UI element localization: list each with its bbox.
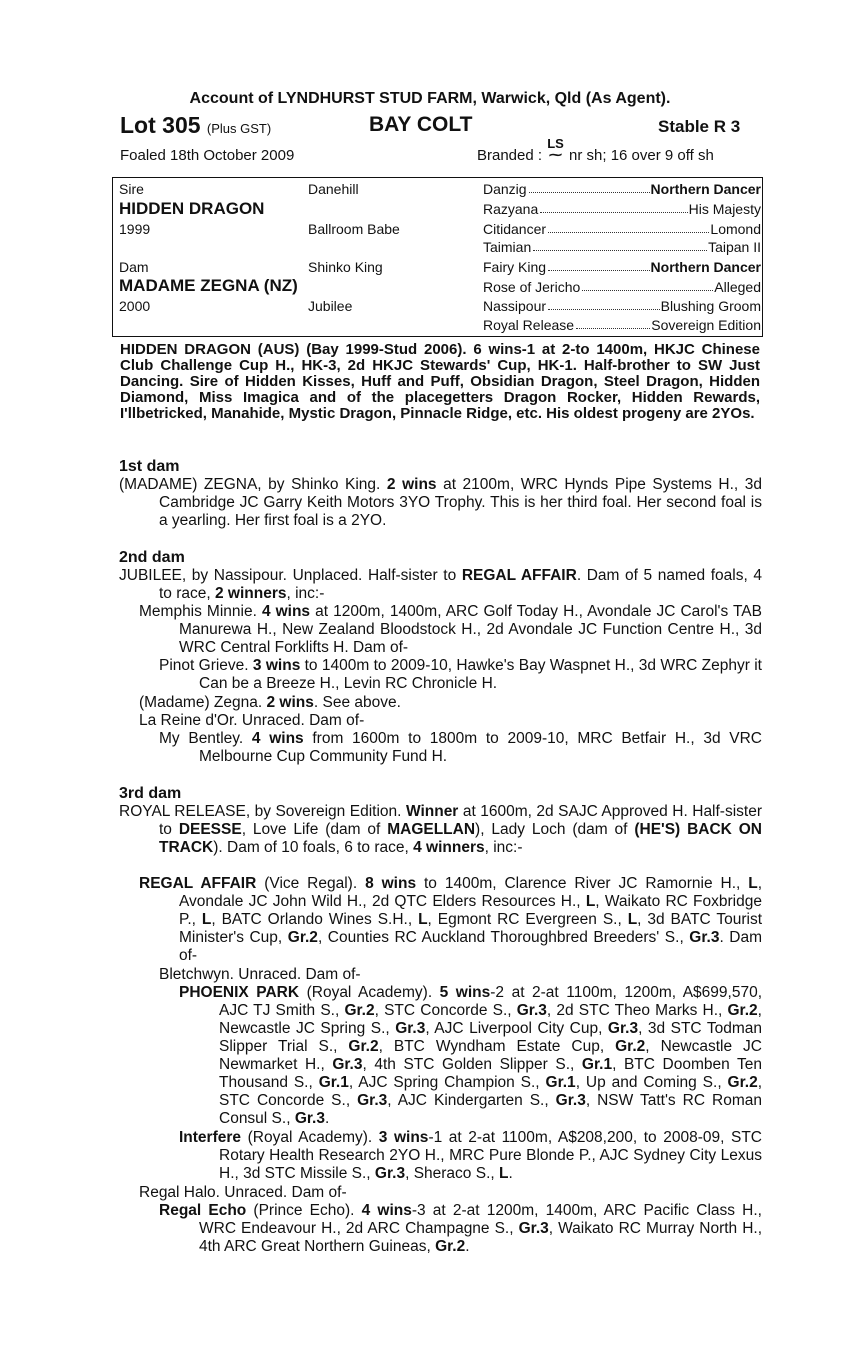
text-run: Bletchwyn. Unraced. Dam of- bbox=[159, 966, 361, 983]
text-run: Pinot Grieve. bbox=[159, 657, 253, 674]
bold-text: 4 winners bbox=[413, 839, 485, 856]
sire-sire: Danehill bbox=[308, 181, 359, 197]
bold-text: L bbox=[748, 875, 758, 892]
sire-label: Sire bbox=[119, 181, 144, 197]
progeny-entry bbox=[159, 1202, 763, 1256]
dot-leader bbox=[533, 239, 707, 251]
third-dam-heading: 3rd dam bbox=[119, 785, 182, 802]
text-run: , Newcastle JC Spring S., bbox=[219, 1002, 762, 1037]
text-run: to 1400m, Clarence River JC Ramornie H., bbox=[416, 875, 749, 892]
progeny-entry bbox=[179, 984, 763, 1128]
text-run: (MADAME) ZEGNA, by Shinko King. bbox=[119, 476, 387, 493]
bold-text: 4 wins bbox=[251, 730, 304, 747]
dam-dam: Jubilee bbox=[308, 298, 353, 314]
bold-text: Gr.2 bbox=[727, 1002, 758, 1019]
bold-text: Gr.3 bbox=[555, 1092, 586, 1109]
first-dam-paragraph bbox=[119, 476, 762, 530]
ancestor-name: Razyana bbox=[483, 201, 539, 217]
brand-mark-letters: LS bbox=[547, 136, 564, 151]
foaled-date: Foaled 18th October 2009 bbox=[120, 147, 295, 164]
bold-text: Gr.2 bbox=[344, 1002, 375, 1019]
bold-text: DEESSE bbox=[178, 821, 242, 838]
ancestor-row bbox=[483, 239, 761, 255]
text-run: , STC Concorde S., bbox=[374, 1002, 517, 1019]
dam-sire: Shinko King bbox=[308, 259, 383, 275]
brand-mark bbox=[547, 138, 564, 160]
text-run: . See above. bbox=[313, 694, 401, 711]
text-run: , Waikato RC Foxbridge P., bbox=[179, 893, 762, 928]
lot-number bbox=[120, 112, 271, 139]
bold-text: PHOENIX PARK bbox=[179, 984, 300, 1001]
account-line: Account of LYNDHURST STUD FARM, Warwick, Qld (As Agent). bbox=[189, 90, 671, 107]
text-run: JUBILEE, by Nassipour. Unplaced. Half-sister to bbox=[119, 567, 462, 584]
bold-text: Gr.3 bbox=[518, 1220, 549, 1237]
ancestor-name: Rose of Jericho bbox=[483, 279, 581, 295]
text-run: , Waikato RC Murray North H., 4th ARC Great Northern Guineas, bbox=[199, 1220, 763, 1255]
ancestor-name: Nassipour bbox=[483, 298, 547, 314]
text-run: Memphis Minnie. bbox=[139, 603, 262, 620]
progeny-entry bbox=[139, 712, 762, 730]
text-run: (Royal Academy). bbox=[299, 984, 440, 1001]
text-run: . Dam of- bbox=[179, 929, 763, 964]
bold-text: Gr.3 bbox=[689, 929, 720, 946]
text-run: , STC Concorde S., bbox=[219, 1074, 763, 1109]
ancestor-sire: Blushing Groom bbox=[660, 298, 761, 314]
dot-leader bbox=[548, 221, 709, 233]
third-dam-paragraph bbox=[119, 803, 763, 857]
bold-text: Gr.1 bbox=[318, 1074, 349, 1091]
bold-text: Gr.3 bbox=[607, 1020, 639, 1037]
bold-text: 2 winners bbox=[215, 585, 287, 602]
text-run: to 1400m to 2009-10, Hawke's Bay Waspnet H., 3d WRC Zephyr it Can be a Breeze H., Levin RC Chronicle H. bbox=[199, 657, 762, 692]
text-run: at 1600m, 2d SAJC Approved H. Half-sister to bbox=[159, 803, 763, 838]
text-run: , Egmont RC Evergreen S., bbox=[427, 911, 628, 928]
progeny-entry bbox=[139, 694, 762, 712]
text-run: , 3d STC Todman Slipper Trial S., bbox=[219, 1020, 762, 1055]
ancestor-sire: Lomond bbox=[710, 221, 761, 237]
ancestor-row bbox=[483, 259, 761, 275]
bold-text: Gr.2 bbox=[727, 1074, 758, 1091]
bold-text: Winner bbox=[405, 803, 459, 820]
ancestor-sire: Taipan II bbox=[708, 239, 761, 255]
bold-text: Gr.1 bbox=[545, 1074, 576, 1091]
text-run: , 2d STC Theo Marks H., bbox=[546, 1002, 728, 1019]
progeny-entry bbox=[139, 875, 763, 965]
text-run: ). Dam of 10 foals, 6 to race, bbox=[213, 839, 414, 856]
bold-text: Gr.3 bbox=[294, 1110, 325, 1127]
text-run: , AJC Kindergarten S., bbox=[387, 1092, 556, 1109]
bold-text: L bbox=[499, 1165, 509, 1182]
text-run: La Reine d'Or. Unraced. Dam of- bbox=[139, 712, 365, 729]
bold-text: L bbox=[585, 893, 596, 910]
dot-leader bbox=[548, 298, 660, 310]
text-run: at 2100m, WRC Hynds Pipe Systems H., 3d Cambridge JC Garry Keith Motors 3YO Trophy. This is her third foal. Her second foal is a yearling. Her first foal is a 2YO. bbox=[159, 476, 762, 529]
bold-text: (HE'S) BACK ON TRACK bbox=[159, 821, 762, 856]
bold-text: 3 wins bbox=[378, 1129, 429, 1146]
text-run: , Counties RC Auckland Thoroughbred Breeders' S., bbox=[317, 929, 690, 946]
dot-leader bbox=[582, 279, 713, 291]
dam-year: 2000 bbox=[119, 298, 151, 314]
sire-dam: Ballroom Babe bbox=[308, 221, 400, 237]
ancestor-sire: Sovereign Edition bbox=[651, 317, 761, 333]
bold-text: L bbox=[627, 911, 638, 928]
dot-leader bbox=[540, 201, 687, 213]
text-run: , inc:- bbox=[484, 839, 523, 856]
ancestor-name: Citidancer bbox=[483, 221, 547, 237]
text-run: ROYAL RELEASE, by Sovereign Edition. bbox=[119, 803, 406, 820]
stable-number: Stable R 3 bbox=[658, 117, 741, 136]
text-run: , 3d BATC Tourist Minister's Cup, bbox=[179, 911, 763, 946]
dam-name: MADAME ZEGNA (NZ) bbox=[119, 276, 298, 295]
ancestor-sire: Northern Dancer bbox=[650, 181, 761, 197]
branded-details: nr sh; 16 over 9 off sh bbox=[569, 147, 714, 164]
ancestor-row bbox=[483, 181, 761, 197]
sire-name: HIDDEN DRAGON bbox=[119, 199, 265, 218]
bold-text: Gr.3 bbox=[357, 1092, 388, 1109]
progeny-entry bbox=[139, 603, 762, 657]
bold-text: REGAL AFFAIR bbox=[139, 875, 257, 892]
first-dam-heading: 1st dam bbox=[119, 458, 180, 475]
ancestor-name: Danzig bbox=[483, 181, 527, 197]
text-run: , Newcastle JC Newmarket H., bbox=[219, 1038, 762, 1073]
progeny-entry bbox=[179, 1129, 762, 1183]
bold-text: Gr.2 bbox=[435, 1238, 466, 1255]
progeny-entry bbox=[139, 1184, 762, 1202]
branded-line bbox=[477, 136, 714, 164]
text-run: , NSW Tatt's RC Roman Consul S., bbox=[219, 1092, 762, 1127]
bold-text: Regal Echo bbox=[159, 1202, 247, 1219]
bold-text: Gr.2 bbox=[348, 1038, 379, 1055]
text-run: from 1600m to 1800m to 2009-10, MRC Betfair H., 3d VRC Melbourne Cup Community Fund H. bbox=[199, 730, 762, 765]
dam-label: Dam bbox=[119, 259, 149, 275]
bold-text: 4 wins bbox=[261, 603, 311, 620]
text-run: , BATC Orlando Wines S.H., bbox=[211, 911, 419, 928]
progeny-entry bbox=[159, 966, 762, 984]
text-run: (Madame) Zegna. bbox=[139, 694, 267, 711]
bold-text: Gr.1 bbox=[581, 1056, 613, 1073]
sire-year: 1999 bbox=[119, 221, 151, 237]
bold-text: 3 wins bbox=[252, 657, 301, 674]
ancestor-sire: Alleged bbox=[714, 279, 761, 295]
text-run: My Bentley. bbox=[159, 730, 252, 747]
ancestor-name: Taimian bbox=[483, 239, 532, 255]
text-run: , Love Life (dam of bbox=[241, 821, 388, 838]
lot-label: Lot 305 bbox=[120, 112, 201, 138]
text-run: , inc:- bbox=[286, 585, 325, 602]
text-run: , Avondale JC John Wild H., 2d QTC Elders Resources H., bbox=[179, 875, 763, 910]
ancestor-sire: His Majesty bbox=[688, 201, 761, 217]
text-run: . bbox=[324, 1110, 330, 1127]
ancestor-row bbox=[483, 298, 761, 314]
ancestor-name: Royal Release bbox=[483, 317, 575, 333]
bold-text: 4 wins bbox=[361, 1202, 412, 1219]
sire-description: HIDDEN DRAGON (AUS) (Bay 1999-Stud 2006). 6 wins-1 at 2-to 1400m, HKJC Chinese Club Challenge Cup H., HK-3, 2d HKJC Stewards' Cup, HK-1. Half-brother to SW Just Dancing. Sire of Hidden Kisses, Huff and Puff, Obsidian Dragon, Steel Dragon, Hidden Diamond, Miss Imagica and of the placegetters Dragon Rocker, Hidden Rewards, I'llbetricked, Manahide, Mystic Dragon, Pinnacle Ridge, etc. His oldest progeny are 2YOs. bbox=[120, 341, 760, 422]
text-run: , AJC Liverpool City Cup, bbox=[425, 1020, 608, 1037]
dot-leader bbox=[529, 181, 650, 193]
bold-text: Gr.2 bbox=[287, 929, 318, 946]
bold-text: 2 wins bbox=[386, 476, 437, 493]
text-run: , AJC Spring Champion S., bbox=[348, 1074, 546, 1091]
text-run: , BTC Wyndham Estate Cup, bbox=[378, 1038, 616, 1055]
text-run: , Sheraco S., bbox=[405, 1165, 499, 1182]
pedigree-table bbox=[112, 177, 763, 337]
text-run: (Prince Echo). bbox=[246, 1202, 362, 1219]
bold-text: Gr.2 bbox=[615, 1038, 646, 1055]
text-run: ), Lady Loch (dam of bbox=[475, 821, 635, 838]
bold-text: L bbox=[201, 911, 212, 928]
bold-text: Gr.3 bbox=[374, 1165, 406, 1182]
ancestor-name: Fairy King bbox=[483, 259, 547, 275]
second-dam-paragraph bbox=[119, 567, 763, 603]
bold-text: REGAL AFFAIR bbox=[461, 567, 577, 584]
text-run: . bbox=[465, 1238, 470, 1255]
bold-text: 8 wins bbox=[365, 875, 417, 892]
text-run: (Royal Academy). bbox=[241, 1129, 379, 1146]
text-run: -1 at 2-at 1100m, A$208,200, to 2008-09, STC Rotary Health Research 2YO H., MRC Pure Blonde P., AJC Sydney City Lexus H., 3d STC Missile S., bbox=[219, 1129, 762, 1182]
ancestor-row bbox=[483, 317, 761, 333]
text-run: , Up and Coming S., bbox=[575, 1074, 728, 1091]
text-run: -2 at 2-at 1100m, 1200m, A$699,570, AJC TJ Smith S., bbox=[219, 984, 762, 1019]
bold-text: Gr.3 bbox=[395, 1020, 426, 1037]
ancestor-row bbox=[483, 279, 761, 295]
ancestor-sire: Northern Dancer bbox=[650, 259, 761, 275]
bold-text: Gr.3 bbox=[332, 1056, 363, 1073]
dot-leader bbox=[576, 317, 650, 329]
text-run: , 4th STC Golden Slipper S., bbox=[362, 1056, 582, 1073]
branded-label: Branded : bbox=[477, 147, 543, 164]
ancestor-row bbox=[483, 201, 761, 217]
progeny-entry bbox=[159, 730, 762, 766]
horse-description: BAY COLT bbox=[369, 113, 473, 136]
second-dam-heading: 2nd dam bbox=[119, 549, 185, 566]
plus-gst: (Plus GST) bbox=[206, 121, 272, 136]
bold-text: Interfere bbox=[179, 1129, 242, 1146]
brand-mark-underline: ⁓ bbox=[549, 147, 563, 162]
progeny-entry bbox=[159, 657, 762, 693]
bold-text: L bbox=[418, 911, 428, 928]
text-run: . bbox=[508, 1165, 513, 1182]
ancestor-row bbox=[483, 221, 761, 237]
text-run: , BTC Doomben Ten Thousand S., bbox=[219, 1056, 762, 1091]
text-run: at 1200m, 1400m, ARC Golf Today H., Avondale JC Carol's TAB Manurewa H., New Zealand Bloodstock H., 2d Avondale JC Function Centre H., 3d WRC Central Forklifts H. Dam of- bbox=[179, 603, 762, 656]
dot-leader bbox=[548, 259, 650, 271]
text-run: . Dam of 5 named foals, 4 to race, bbox=[159, 567, 763, 602]
text-run: -3 at 2-at 1200m, 1400m, ARC Pacific Class H., WRC Endeavour H., 2d ARC Champagne S., bbox=[199, 1202, 762, 1237]
bold-text: MAGELLAN bbox=[387, 821, 476, 838]
bold-text: 5 wins bbox=[439, 984, 491, 1001]
text-run: Regal Halo. Unraced. Dam of- bbox=[139, 1184, 347, 1201]
bold-text: Gr.3 bbox=[516, 1002, 547, 1019]
bold-text: 2 wins bbox=[266, 694, 314, 711]
text-run: (Vice Regal). bbox=[256, 875, 366, 892]
